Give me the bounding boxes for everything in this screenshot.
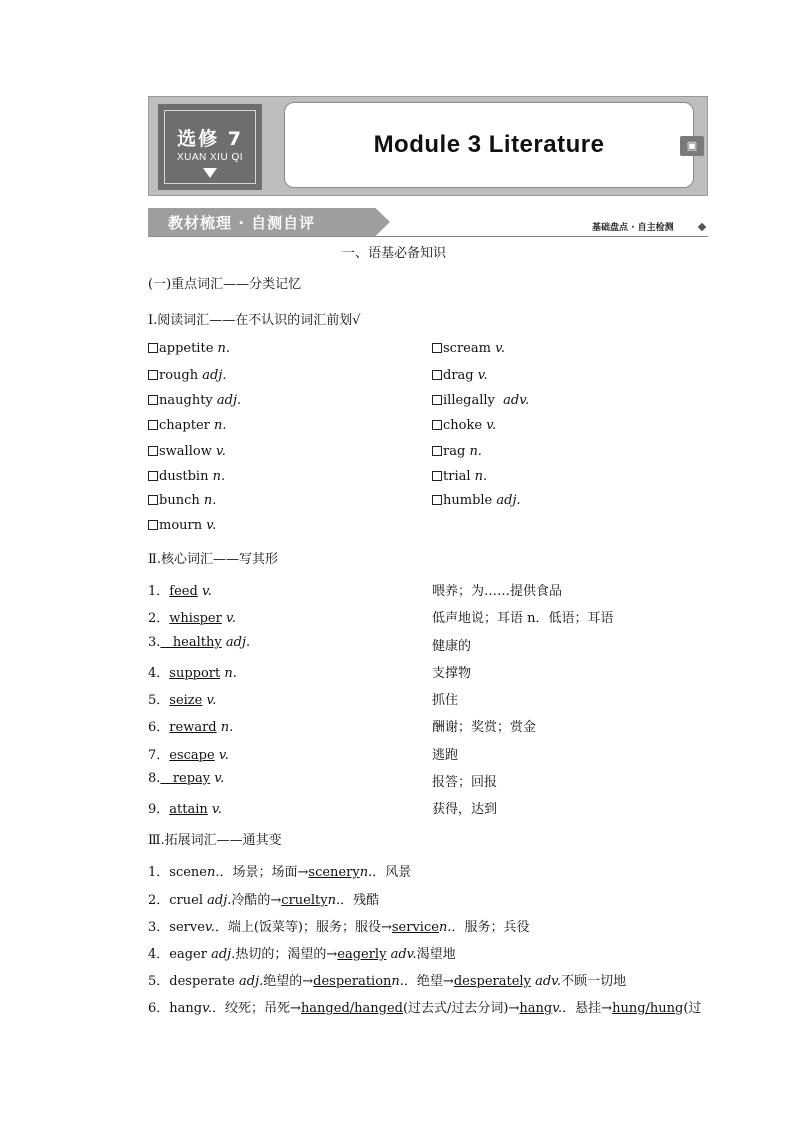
core-word-item: 3. healthy adj. <box>148 635 251 650</box>
checkbox-icon[interactable] <box>432 370 442 380</box>
core-word-item: 4．support n. <box>148 666 237 681</box>
section-right-label: 基础盘点 · 自主检测 <box>592 223 674 233</box>
extended-word-line: 1．scenen.．场景；场面→sceneryn.．风景 <box>148 865 412 880</box>
core-word-item: 9．attain v. <box>148 802 222 817</box>
part3-title: Ⅲ.拓展词汇——通其变 <box>148 833 282 848</box>
checkbox-icon[interactable] <box>148 446 158 456</box>
extended-word-line: 3．servev.．端上(饭菜等)；服务；服役→servicen.．服务；兵役 <box>148 920 530 935</box>
section-label: 教材梳理 · 自测自评 <box>168 214 316 232</box>
core-word-item: 6．reward n. <box>148 720 234 735</box>
core-word-item: 1．feed v. <box>148 584 212 599</box>
vocab-item: rag n. <box>432 444 482 459</box>
core-word-meaning: 支撑物 <box>432 666 472 681</box>
sub-heading: (一)重点词汇——分类记忆 <box>148 277 302 292</box>
vocab-item: illegally adv. <box>432 393 529 408</box>
core-word-meaning: 逃跑 <box>432 748 459 763</box>
module-title: Module 3 Literature <box>373 131 605 158</box>
checkbox-icon[interactable] <box>432 471 442 481</box>
extended-word-line: 2．cruel adj.冷酷的→crueltyn.．残酷 <box>148 893 380 908</box>
triangle-down-icon <box>203 168 217 178</box>
checkbox-icon[interactable] <box>432 395 442 405</box>
vocab-item: chapter n. <box>148 418 227 433</box>
core-word-meaning: 低声地说；耳语 n．低语；耳语 <box>432 611 614 626</box>
checkbox-icon[interactable] <box>432 420 442 430</box>
core-word-meaning: 酬谢；奖赏；赏金 <box>432 720 537 735</box>
part1-title: Ⅰ.阅读词汇——在不认识的词汇前划√ <box>148 313 361 328</box>
extended-word-line: 6．hangv.．绞死；吊死→hanged/hanged(过去式/过去分词)→hangv.．悬挂→hung/hung(过 <box>148 1001 702 1016</box>
core-word-item: 7．escape v. <box>148 748 229 763</box>
vocab-item: scream v. <box>432 341 505 356</box>
core-word-meaning: 抓住 <box>432 693 459 708</box>
core-word-meaning: 报答；回报 <box>432 775 498 790</box>
vocab-item: naughty adj. <box>148 393 241 408</box>
vocab-item: trial n. <box>432 469 487 484</box>
vocab-item: mourn v. <box>148 518 216 533</box>
main-heading: 一、语基必备知识 <box>342 246 447 261</box>
vocab-item: rough adj. <box>148 368 227 383</box>
vocab-item: humble adj. <box>432 493 521 508</box>
core-word-meaning: 健康的 <box>432 639 472 654</box>
core-word-item: 2．whisper v. <box>148 611 236 626</box>
checkbox-icon[interactable] <box>148 495 158 505</box>
vocab-item: swallow v. <box>148 444 226 459</box>
checkbox-icon[interactable] <box>148 395 158 405</box>
vocab-item: drag v. <box>432 368 488 383</box>
vocab-item: bunch n. <box>148 493 216 508</box>
vocab-item: dustbin n. <box>148 469 225 484</box>
checkbox-icon[interactable] <box>432 343 442 353</box>
core-word-meaning: 获得，达到 <box>432 802 498 817</box>
core-word-item: 8. repay v. <box>148 771 225 786</box>
checkbox-icon[interactable] <box>148 343 158 353</box>
vocab-item: choke v. <box>432 418 496 433</box>
core-word-item: 5．seize v. <box>148 693 217 708</box>
checkbox-icon[interactable] <box>148 370 158 380</box>
checkbox-icon[interactable] <box>148 471 158 481</box>
checkbox-icon[interactable] <box>432 495 442 505</box>
elective-badge-title: 选修 7 <box>177 128 243 150</box>
extended-word-line: 4．eager adj.热切的；渴望的→eagerly adv.渴望地 <box>148 947 456 962</box>
checkbox-icon[interactable] <box>148 420 158 430</box>
checkbox-icon[interactable] <box>148 520 158 530</box>
section-divider <box>148 236 708 237</box>
vocab-item: appetite n. <box>148 341 230 356</box>
book-icon: ▣ <box>680 136 704 156</box>
core-word-meaning: 喂养；为……提供食品 <box>432 584 563 599</box>
extended-word-line: 5．desperate adj.绝望的→desperationn.．绝望→desperately adv.不顾一切地 <box>148 974 627 989</box>
part2-title: Ⅱ.核心词汇——写其形 <box>148 552 278 567</box>
checkbox-icon[interactable] <box>432 446 442 456</box>
elective-badge-subtitle: XUAN XIU QI <box>176 152 244 163</box>
diamond-icon <box>698 223 706 231</box>
